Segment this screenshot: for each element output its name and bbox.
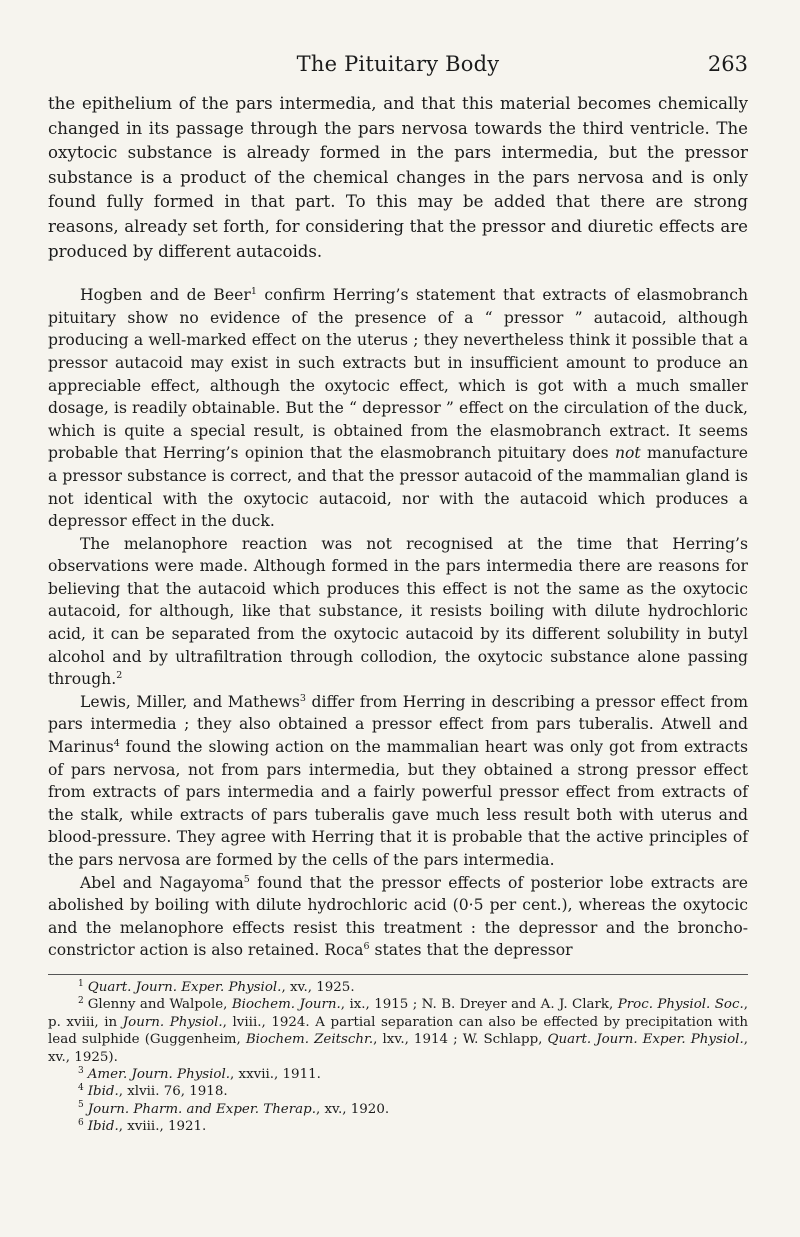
- hogben-text: confirm Herring’s statement that extracts of elasmobranch pituitary show no evidence of the presence of a “ pressor ” autacoid, although producing a well-marked effect on the uterus ; they nevertheless think it possible that a pressor autacoid may exist in such extracts but in insufficient amount to produce an appreciable effect, although the oxytocic effect, which is got with a much smaller dosage, is readily obtainable. But the “ depressor ” effect on the circulation of the duck, which is quite a special result, is obtained from the elasmobranch extract. It seems probable that Herring’s opinion that the elasmobranch pituitary does: [48, 286, 748, 463]
- lewis-text: differ from Herring in describing a pressor effect from pars intermedia ; they also obtained a pressor effect from pars tuberalis. Atwell and Marinus: [48, 692, 748, 757]
- footnote-text: , xv., 1920.: [315, 1101, 390, 1117]
- footnotes: [48, 979, 748, 1136]
- footnote-text: Glenny and Walpole,: [87, 997, 232, 1013]
- footnote-journal: Proc. Physiol. Soc.: [617, 997, 744, 1013]
- continued-paragraph: the epithelium of the pars intermedia, and that this material becomes chemically changed in its passage through the pars nervosa towards the third ventricle. The oxytocic substance is already formed in the pars intermedia, but the pressor substance is a product of the chemical changes in the pars nervosa and is only found fully formed in that part. To this may be added that there are strong reasons, already set forth, for considering that the pressor and diuretic effects are produced by different autacoids.: [48, 94, 748, 261]
- footnote-ref-1[interactable]: 1: [250, 285, 257, 297]
- paragraph-lewis: [48, 691, 748, 872]
- footnote-journal: Quart. Journ. Exper. Physiol.: [87, 979, 282, 995]
- paragraph-hogben: [48, 284, 748, 533]
- footnote-text: , lviii., 1924. A partial separation can also be effected by precipitation with lead sulphide (Guggenheim,: [48, 1014, 749, 1048]
- footnote-journal: Journ. Physiol.: [122, 1014, 223, 1030]
- footnote-ref-2[interactable]: 2: [116, 670, 123, 682]
- hogben-lead: Hogben and de Beer: [80, 286, 251, 305]
- footnote-text: , xv., 1925.: [281, 979, 355, 995]
- footnote-ref-3[interactable]: 3: [299, 692, 306, 704]
- hogben-tail: manufacture a pressor substance is correct, and that the pressor autacoid of the mammalian gland is not identical with the oxytocic autacoid, nor with the autacoid which produces a depressor effect in the duck.: [48, 444, 748, 531]
- melanophore-text: The melanophore reaction was not recognised at the time that Herring’s observations were made. Although formed in the pars intermedia there are reasons for believing that the autacoid which produces this effect is not the same as the oxytocic autacoid, for although, like that substance, it resists boiling with dilute hydrochloric acid, it can be separated from the oxytocic autacoid by its different solubility in butyl alcohol and by ultrafiltration through collodion, the oxytocic substance alone passing through.: [48, 534, 748, 689]
- footnote-text: , lxv., 1914 ; W. Schlapp,: [373, 1032, 548, 1048]
- hogben-emphasis: not: [615, 444, 641, 463]
- footnote-journal: Ibid.: [87, 1084, 119, 1100]
- abel-tail: states that the depressor: [369, 941, 573, 960]
- footnote-journal: Ibid.: [87, 1119, 119, 1135]
- lewis-lead: Lewis, Miller, and Mathews: [80, 692, 300, 711]
- paragraph-abel: [48, 872, 748, 962]
- running-header: [48, 0, 748, 92]
- running-title: The Pituitary Body: [296, 52, 500, 76]
- footnote-2: [48, 996, 748, 1066]
- abel-lead: Abel and Nagayoma: [80, 873, 244, 892]
- abel-text: found that the pressor effects of posterior lobe extracts are abolished by boiling with dilute hydrochloric acid (0·5 per cent.), whereas the oxytocic and the melanophore effects resist this treatment : the depressor and the broncho-constrictor action is also retained. Roca: [48, 873, 748, 960]
- page-number: 263: [707, 52, 748, 76]
- footnote-5: [48, 1101, 748, 1118]
- footnote-journal: Biochem. Zeitschr.: [245, 1032, 374, 1048]
- footnote-text: , ix., 1915 ; N. B. Dreyer and A. J. Clark,: [340, 997, 618, 1013]
- footnote-number: 4: [78, 1082, 84, 1093]
- footnote-1: [48, 979, 748, 996]
- footnote-text: , xv., 1925).: [48, 1032, 748, 1065]
- footnote-number: 1: [78, 978, 84, 989]
- footnote-number: 5: [78, 1100, 84, 1111]
- footnote-journal: Amer. Journ. Physiol.: [87, 1067, 231, 1082]
- footnote-journal: Journ. Pharm. and Exper. Therap.: [87, 1101, 316, 1117]
- lewis-tail: found the slowing action on the mammalian heart was only got from extracts of pars nervosa, not from pars intermedia, but they obtained a strong pressor effect from extracts of pars intermedia and a fairly powerful pressor effect from extracts of the stalk, while extracts of pars tuberalis gave much less result both with uterus and blood-pressure. They agree with Herring that it is probable that the active principles of the pars nervosa are formed by the cells of the pars intermedia.: [48, 738, 748, 869]
- footnote-3: [48, 1066, 748, 1083]
- footnote-ref-5[interactable]: 5: [243, 873, 250, 885]
- footnote-journal: Quart. Journ. Exper. Physiol.: [547, 1032, 744, 1048]
- footnote-text: , xviii., 1921.: [118, 1119, 207, 1135]
- footnote-ref-4[interactable]: 4: [113, 737, 120, 749]
- footnote-6: [48, 1118, 748, 1135]
- footnote-number: 3: [78, 1065, 84, 1076]
- footnote-number: 2: [78, 995, 84, 1006]
- continued-paragraph-block: [48, 92, 748, 264]
- footnote-text: , p. xviii, in: [48, 997, 748, 1030]
- footnote-ref-6[interactable]: 6: [363, 941, 370, 953]
- footnote-text: , xlvii. 76, 1918.: [118, 1084, 228, 1100]
- footnote-divider: [48, 974, 748, 975]
- footnote-text: , xxvii., 1911.: [230, 1067, 321, 1082]
- footnote-journal: Biochem. Journ.: [231, 997, 341, 1013]
- paragraph-melanophore: [48, 533, 748, 691]
- footnote-number: 6: [78, 1117, 84, 1128]
- footnote-4: [48, 1083, 748, 1100]
